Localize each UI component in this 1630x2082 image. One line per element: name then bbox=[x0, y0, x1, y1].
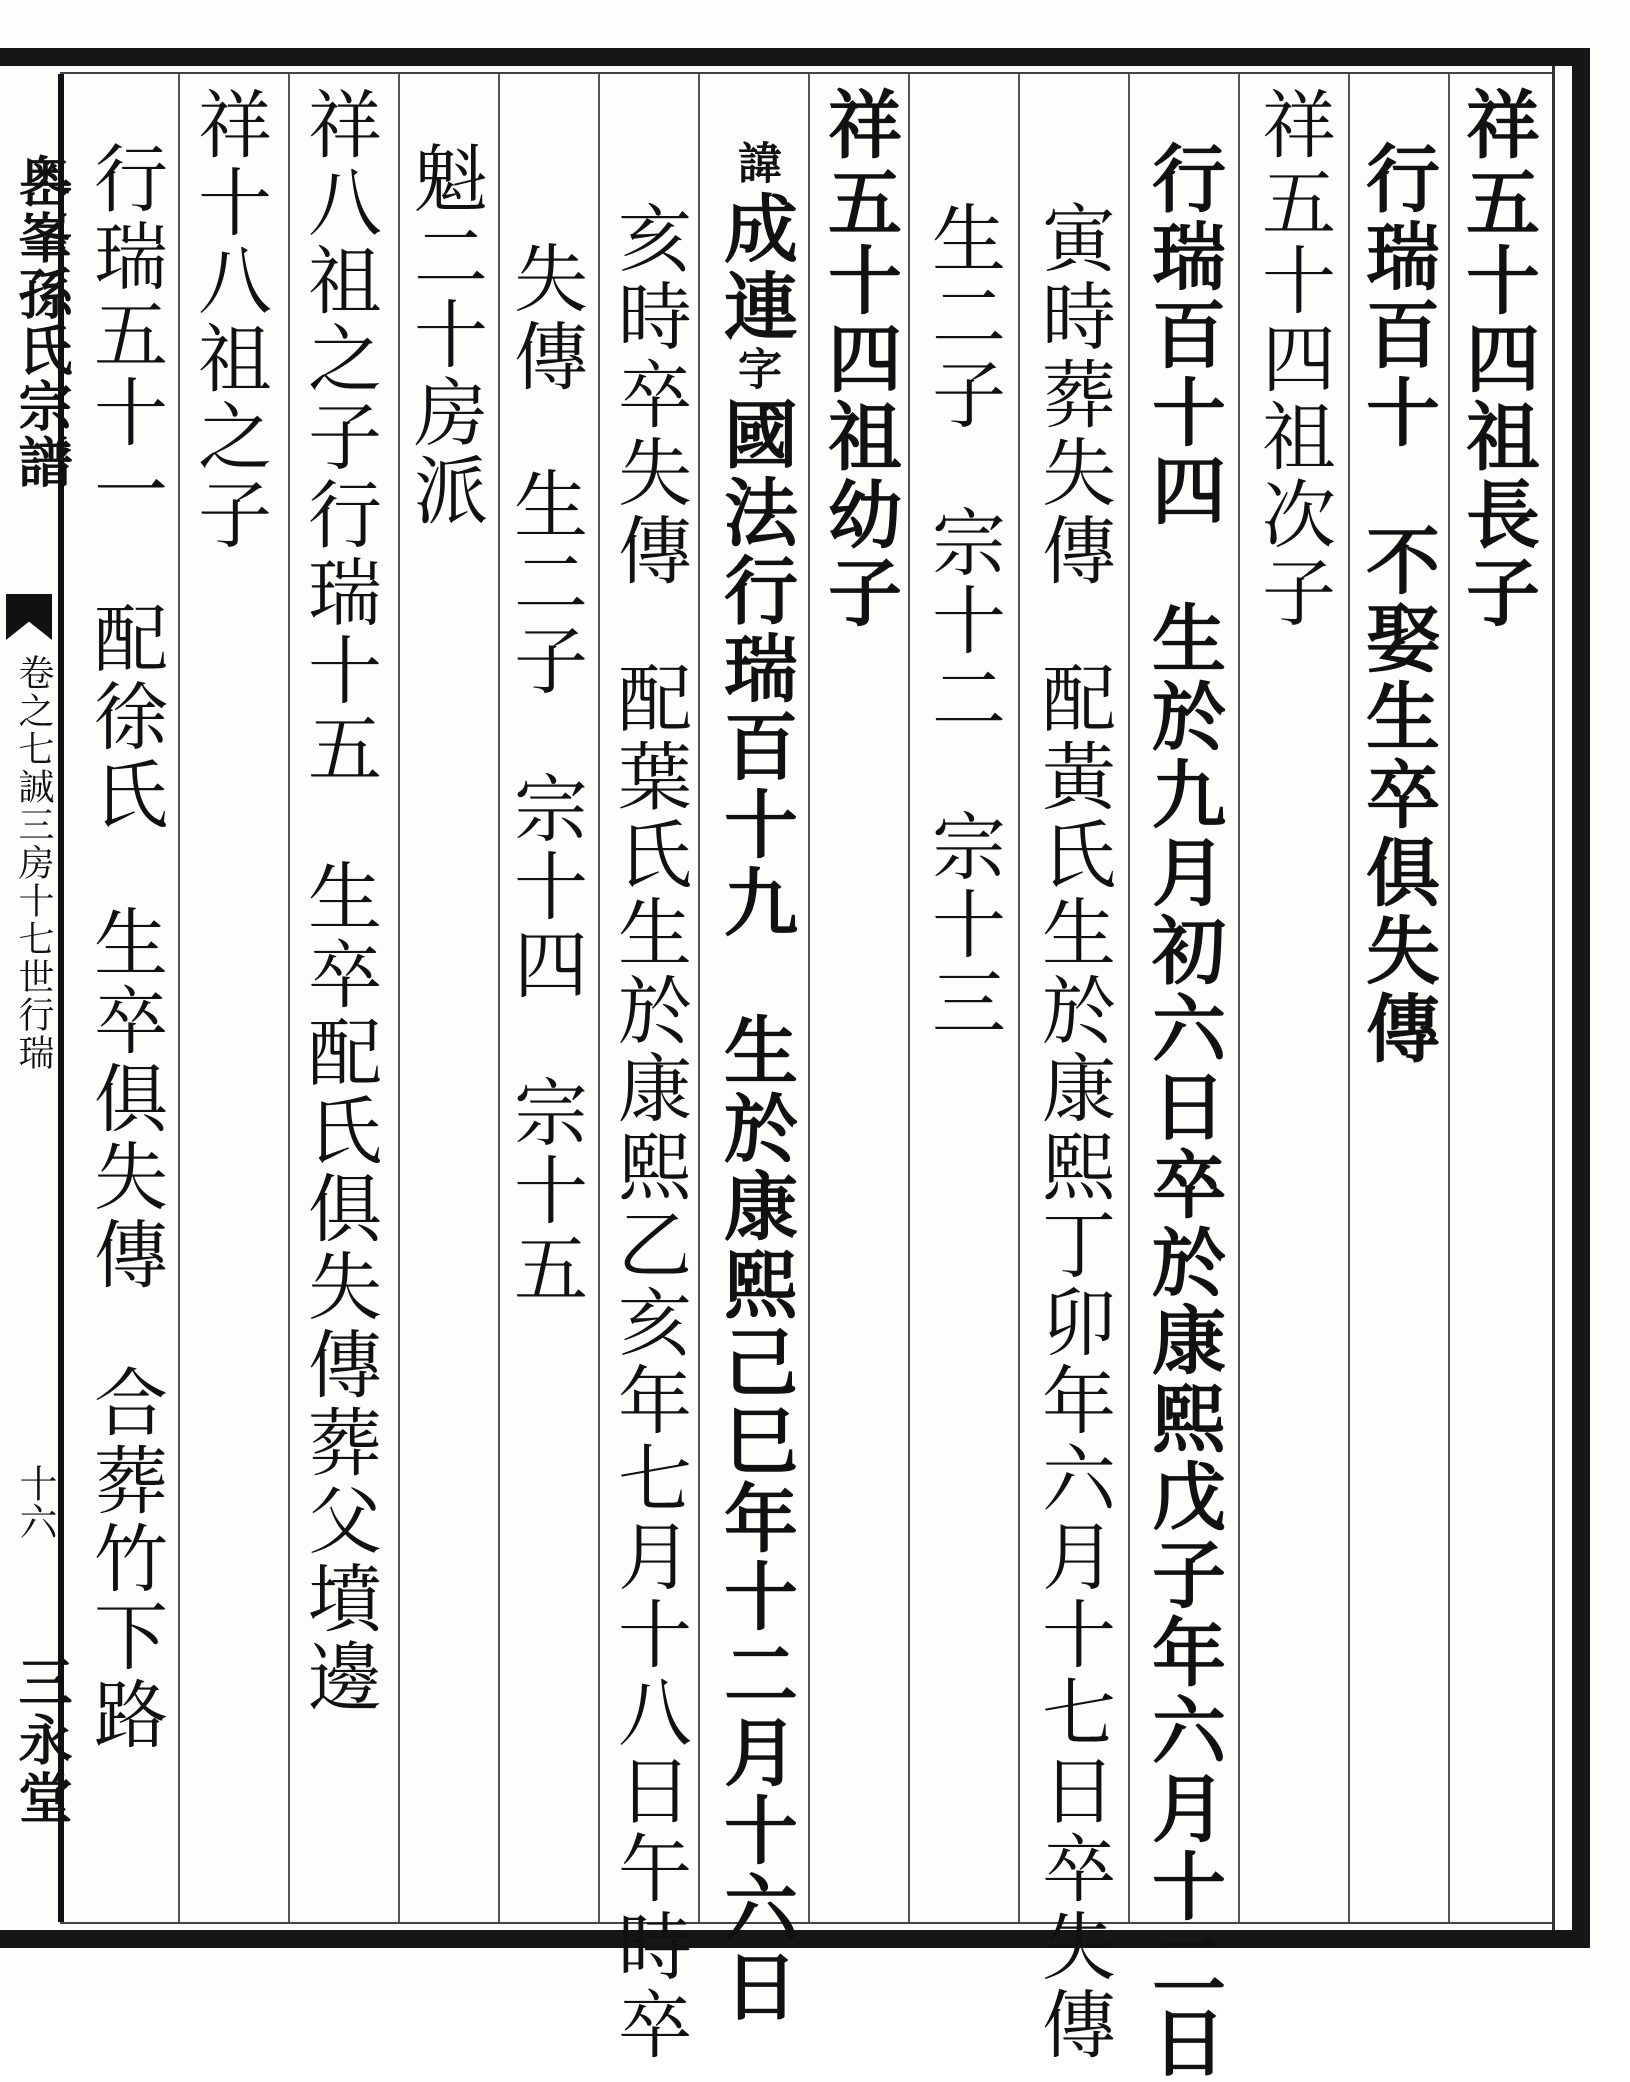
entry-heading: 生二子 bbox=[920, 200, 1006, 434]
text-column-8 bbox=[712, 140, 798, 2026]
branch-heading: 魁二十房派 bbox=[402, 140, 488, 530]
text-column-13 bbox=[186, 86, 272, 554]
text-column-14 bbox=[82, 140, 168, 1754]
entry-son: 宗十四 bbox=[502, 770, 588, 1004]
book-title: 嶴峯孫氏宗譜 bbox=[10, 154, 74, 490]
frame-inner-line bbox=[60, 1922, 1552, 1924]
taboo-name-marker: 諱 bbox=[730, 140, 781, 190]
frame-right-border bbox=[1572, 48, 1590, 1948]
entry-heading: 行瑞五十一 bbox=[82, 140, 168, 530]
column-rule bbox=[1348, 74, 1350, 1922]
entry-heading: 祥五十四祖長子 bbox=[1454, 86, 1540, 632]
fishtail-mark-icon bbox=[6, 594, 52, 640]
entry-heading: 失傳 bbox=[502, 240, 588, 396]
entry-body: 生卒俱失傳 bbox=[82, 904, 168, 1294]
entry-heading: 行瑞百十四 bbox=[1140, 140, 1226, 530]
center-fold-strip bbox=[0, 74, 74, 1922]
column-rule bbox=[1238, 74, 1240, 1922]
column-rule bbox=[178, 74, 180, 1922]
entry-heading: 寅時葬失傳 bbox=[1030, 200, 1116, 590]
column-rule bbox=[1448, 74, 1450, 1922]
frame-inner-line bbox=[60, 72, 1552, 74]
column-rule bbox=[288, 74, 290, 1922]
entry-heading: 祥十八祖之子 bbox=[186, 86, 272, 554]
courtesy-name-marker: 字 bbox=[730, 346, 781, 396]
text-column-3 bbox=[1250, 86, 1336, 632]
column-rule bbox=[498, 74, 500, 1922]
entry-heading: 祥五十四祖幼子 bbox=[816, 86, 902, 632]
column-rule bbox=[598, 74, 600, 1922]
frame-inner-line bbox=[1552, 66, 1555, 1930]
column-rule bbox=[808, 74, 810, 1922]
entry-heading: 亥時卒失傳 bbox=[606, 200, 692, 590]
column-rule bbox=[1018, 74, 1020, 1922]
text-column-11 bbox=[402, 140, 488, 530]
entry-body: 配黃氏生於康熙丁卯年六月十七日卒失傳 bbox=[1030, 660, 1116, 2064]
entry-body: 配徐氏 bbox=[82, 600, 168, 834]
hall-name: 三永堂 bbox=[10, 1654, 74, 1828]
column-rule bbox=[398, 74, 400, 1922]
text-column-9 bbox=[606, 200, 692, 2064]
entry-son: 宗十五 bbox=[502, 1074, 588, 1308]
entry-body: 生二子 bbox=[502, 466, 588, 700]
entry-heading: 行瑞百十 bbox=[1354, 140, 1440, 452]
entry-body: 配葉氏生於康熙乙亥年七月十八日午時卒 bbox=[606, 660, 692, 2064]
column-rule bbox=[698, 74, 700, 1922]
entry-heading: 祥八祖之子行瑞十五 bbox=[296, 86, 382, 788]
text-column-4 bbox=[1140, 140, 1226, 2082]
entry-body: 生卒配氏俱失傳葬父墳邊 bbox=[296, 858, 382, 1716]
text-column-1 bbox=[1454, 86, 1540, 632]
entry-son: 宗十二 bbox=[920, 504, 1006, 738]
text-column-6 bbox=[920, 200, 1006, 1042]
column-rule bbox=[908, 74, 910, 1922]
entry-body: 國法行瑞百十九 bbox=[712, 396, 798, 942]
text-column-10 bbox=[502, 240, 588, 1308]
page-number: 十六 bbox=[13, 1464, 57, 1540]
personal-name: 成連 bbox=[712, 190, 798, 346]
entry-body: 不娶生卒俱失傳 bbox=[1354, 522, 1440, 1068]
frame-top-border bbox=[0, 48, 1590, 66]
entry-body: 生於康熙己巳年十二月十六日 bbox=[712, 1012, 798, 2026]
text-column-7 bbox=[816, 86, 902, 632]
text-column-5 bbox=[1030, 200, 1116, 2064]
entry-body: 合葬竹下路 bbox=[82, 1364, 168, 1754]
volume-section bbox=[8, 654, 59, 1072]
text-column-12 bbox=[296, 86, 382, 1716]
text-column-2 bbox=[1354, 140, 1440, 1068]
entry-body: 生於九月初六日卒於康熙戊子年六月十二日 bbox=[1140, 600, 1226, 2082]
volume-label: 卷之七 bbox=[13, 654, 54, 768]
entry-heading: 祥五十四祖次子 bbox=[1250, 86, 1336, 632]
column-rule bbox=[1128, 74, 1130, 1922]
section-label: 誠三房十七世行瑞 bbox=[13, 768, 54, 1072]
entry-son: 宗十三 bbox=[920, 808, 1006, 1042]
